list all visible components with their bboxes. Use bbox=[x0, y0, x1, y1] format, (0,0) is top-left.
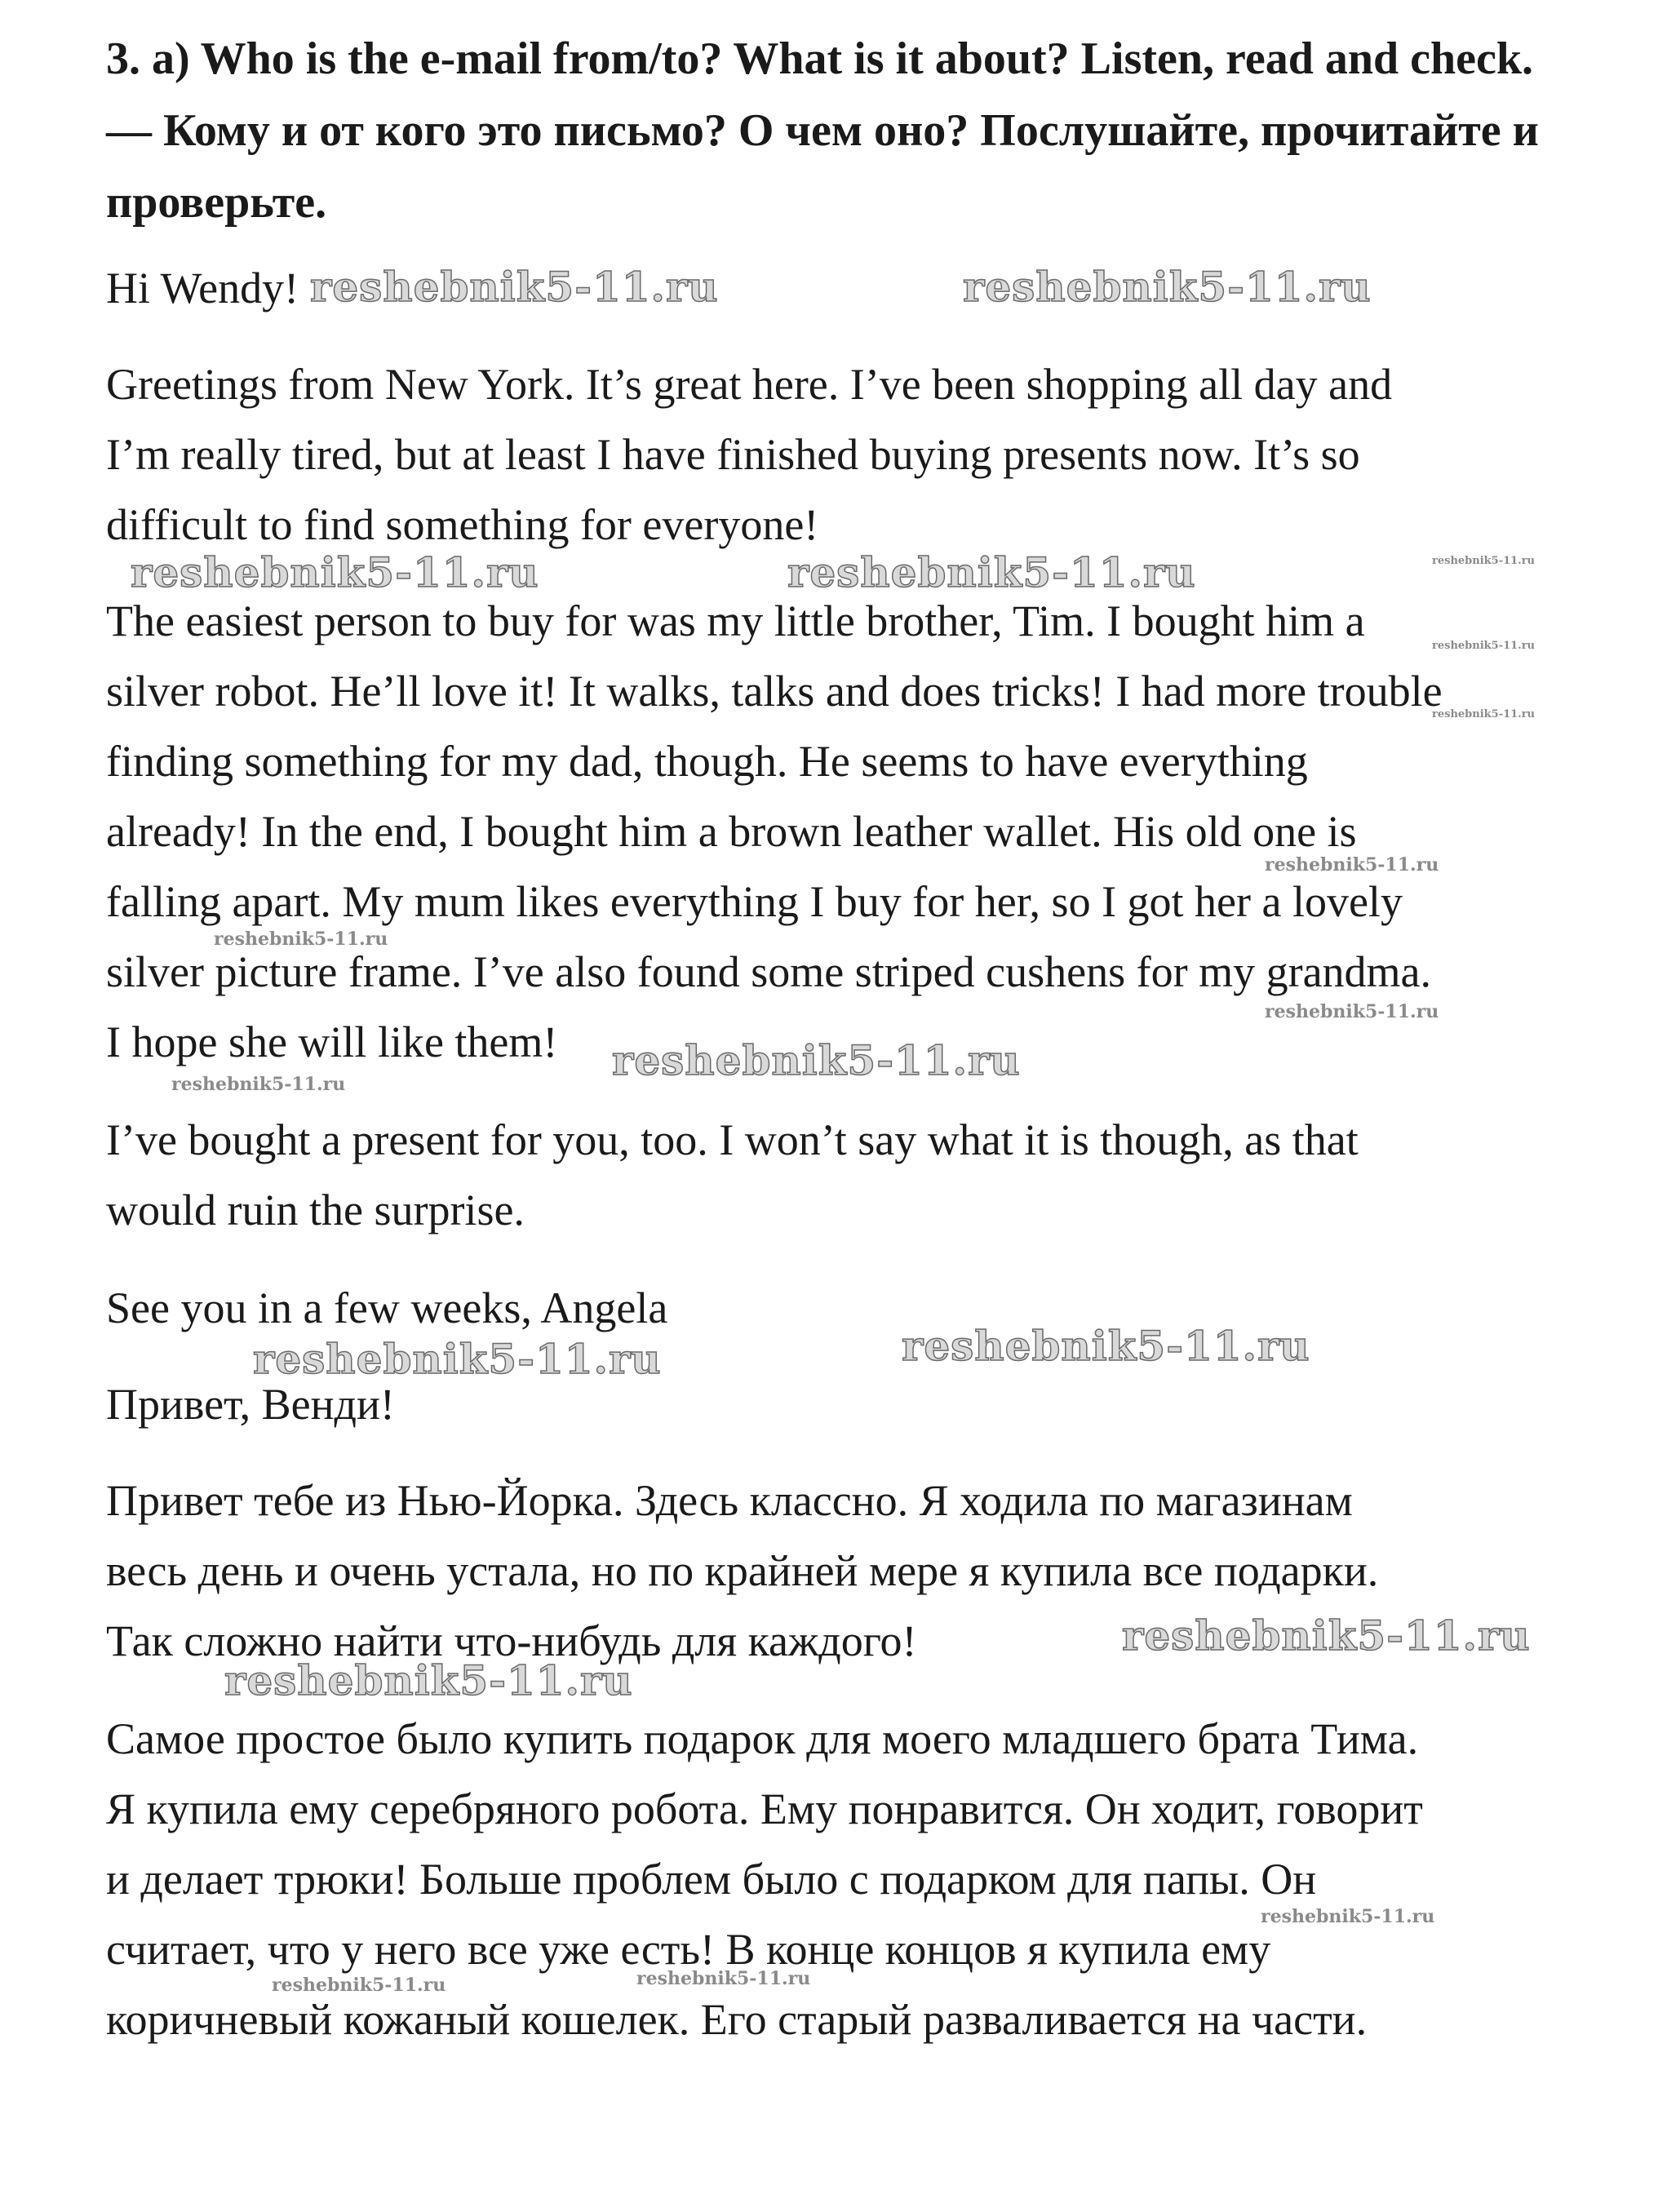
watermark: reshebnik5-11.ru bbox=[224, 1656, 633, 1704]
paragraph-line: Самое простое было купить подарок для моего младшего брата Тима. bbox=[106, 1714, 1419, 1763]
watermark: reshebnik5-11.ru bbox=[214, 929, 388, 950]
paragraph-line: finding something for my dad, though. He seems to have everything bbox=[106, 737, 1308, 786]
paragraph-line: и делает трюки! Больше проблем было с подарком для папы. Он bbox=[106, 1855, 1317, 1904]
watermark: reshebnik5-11.ru bbox=[1261, 1906, 1435, 1927]
translation-greeting: Привет, Венди! bbox=[106, 1380, 395, 1429]
paragraph-line: The easiest person to buy for was my little brother, Tim. I bought him a bbox=[106, 596, 1365, 645]
watermark: reshebnik5-11.ru bbox=[963, 263, 1372, 311]
watermark: reshebnik5-11.ru bbox=[1122, 1611, 1531, 1660]
letter-signoff: See you in a few weeks, Angela bbox=[106, 1283, 668, 1332]
watermark: reshebnik5-11.ru bbox=[787, 548, 1196, 596]
paragraph-line: Я купила ему серебряного робота. Ему понравится. Он ходит, говорит bbox=[106, 1784, 1423, 1833]
paragraph-line: silver robot. He’ll love it! It walks, talks and does tricks! I had more trouble bbox=[106, 667, 1443, 716]
paragraph-line: would ruin the surprise. bbox=[106, 1186, 525, 1235]
watermark: reshebnik5-11.ru bbox=[310, 263, 719, 311]
paragraph-line: falling apart. My mum likes everything I buy for her, so I got her a lovely bbox=[106, 877, 1403, 926]
paragraph-line: считает, что у него все уже есть! В конце концов я купила ему bbox=[106, 1925, 1271, 1974]
paragraph-line: Так сложно найти что-нибудь для каждого! bbox=[106, 1616, 917, 1665]
watermark: reshebnik5-11.ru bbox=[1432, 708, 1536, 720]
watermark: reshebnik5-11.ru bbox=[612, 1036, 1021, 1084]
paragraph-line: Привет тебе из Нью-Йорка. Здесь классно. Я ходила по магазинам bbox=[106, 1476, 1353, 1525]
letter-greeting: Hi Wendy! bbox=[106, 264, 299, 313]
watermark: reshebnik5-11.ru bbox=[1432, 555, 1536, 567]
paragraph-line: коричневый кожаный кошелек. Его старый разваливается на части. bbox=[106, 1995, 1368, 2044]
exercise-heading: 3. a) Who is the e-mail from/to? What is it about? Listen, read and check. — Кому и от кого это письмо? О чем оно? Послушайте, прочитайте и проверьте. bbox=[106, 33, 1539, 228]
watermark: reshebnik5-11.ru bbox=[272, 1975, 446, 1996]
paragraph-line: already! In the end, I bought him a brown leather wallet. His old one is bbox=[106, 807, 1357, 856]
watermark: reshebnik5-11.ru bbox=[636, 1968, 811, 1989]
watermark: reshebnik5-11.ru bbox=[171, 1074, 346, 1095]
paragraph-line: difficult to find something for everyone! bbox=[106, 500, 819, 549]
paragraph-line: I’m really tired, but at least I have finished buying presents now. It’s so bbox=[106, 430, 1360, 479]
watermark: reshebnik5-11.ru bbox=[1432, 640, 1536, 652]
watermark: reshebnik5-11.ru bbox=[1265, 854, 1439, 875]
watermark: reshebnik5-11.ru bbox=[1265, 1001, 1439, 1022]
paragraph-line: весь день и очень устала, но по крайней мере я купила все подарки. bbox=[106, 1546, 1379, 1595]
watermark: reshebnik5-11.ru bbox=[902, 1322, 1310, 1370]
paragraph-line: I hope she will like them! bbox=[106, 1017, 558, 1066]
paragraph-line: Greetings from New York. It’s great here. I’ve been shopping all day and bbox=[106, 360, 1393, 409]
watermark: reshebnik5-11.ru bbox=[131, 548, 539, 596]
watermark: reshebnik5-11.ru bbox=[253, 1335, 662, 1383]
paragraph-line: silver picture frame. I’ve also found some striped cushens for my grandma. bbox=[106, 947, 1432, 996]
paragraph-line: I’ve bought a present for you, too. I won’t say what it is though, as that bbox=[106, 1115, 1359, 1164]
